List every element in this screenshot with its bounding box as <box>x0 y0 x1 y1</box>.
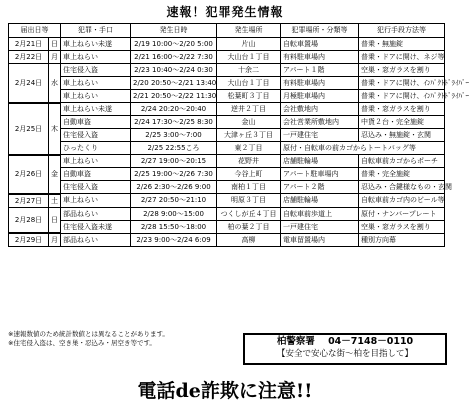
cell-crime: 部品ねらい <box>61 233 131 247</box>
fraud-warning-banner: 電話de詐欺に注意!! <box>137 380 313 402</box>
cell-place: 東２丁目 <box>217 142 281 155</box>
cell-time: 2/25 22:55ころ <box>131 142 217 155</box>
table-header-row <box>9 24 445 38</box>
cell-method: 自転車前カゴ内のビール等 <box>359 194 445 208</box>
cell-weekday: 月 <box>49 51 61 64</box>
cell-category: 一戸建住宅 <box>281 129 359 142</box>
cell-method: 普乗・完全施錠 <box>359 168 445 181</box>
cell-date: 2月27日 <box>9 194 49 208</box>
cell-method: 普乗・ドアに開け、ｲﾝﾊﾟｸﾄﾄﾞﾗｲﾊﾞｰ <box>359 77 445 90</box>
footnotes <box>8 330 169 348</box>
cell-place: 花野井 <box>217 155 281 168</box>
cell-crime: 部品ねらい <box>61 207 131 220</box>
cell-place: 松葉町３丁目 <box>217 90 281 103</box>
cell-category: 一戸建住宅 <box>281 220 359 233</box>
police-slogan: 【安全で安心な街～柏を目指して】 <box>276 349 413 359</box>
police-phone: 04－7148－0110 <box>328 336 414 347</box>
cell-place: 逆井２丁目 <box>217 103 281 116</box>
cell-crime: 住宅侵入盗 <box>61 129 131 142</box>
table-row <box>9 142 445 155</box>
cell-time: 2/21 20:50～2/22 11:30 <box>131 90 217 103</box>
cell-weekday: 水 <box>49 64 61 103</box>
cell-category: 自転車置場 <box>281 38 359 51</box>
cell-place: つくしが丘４丁目 <box>217 207 281 220</box>
cell-place: 大山台１丁目 <box>217 77 281 90</box>
cell-place: 高柳 <box>217 233 281 247</box>
table-row <box>9 129 445 142</box>
cell-crime: 住宅侵入盗 <box>61 64 131 77</box>
cell-place: 南柏１丁目 <box>217 181 281 194</box>
cell-time: 2/25 19:00～2/26 7:30 <box>131 168 217 181</box>
cell-category: アパート２階 <box>281 181 359 194</box>
cell-crime: 車上ねらい <box>61 155 131 168</box>
cell-time: 2/28 15:50～18:00 <box>131 220 217 233</box>
cell-place: 大津ヶ丘３丁目 <box>217 129 281 142</box>
table-row <box>9 168 445 181</box>
cell-time: 2/23 9:00～2/24 6:09 <box>131 233 217 247</box>
cell-crime: 住宅侵入盗 <box>61 181 131 194</box>
cell-method: 普乗・ドアに開け、ｲﾝﾊﾟｸﾄﾄﾞﾗｲﾊﾞｰ <box>359 90 445 103</box>
cell-category: 電車留置場内 <box>281 233 359 247</box>
cell-crime: 車上ねらい未遂 <box>61 38 131 51</box>
cell-time: 2/24 20:20～20:40 <box>131 103 217 116</box>
cell-method: 普乗・ドアに開け、ネジ等 <box>359 51 445 64</box>
cell-crime: 車上ねらい <box>61 90 131 103</box>
cell-crime: 自動車盗 <box>61 168 131 181</box>
cell-method: 空巣・窓ガラスを割り <box>359 220 445 233</box>
cell-method: 原付・ナンバープレート <box>359 207 445 220</box>
table-row <box>9 181 445 194</box>
table-row <box>9 194 445 208</box>
table-row <box>9 77 445 90</box>
table-row <box>9 155 445 168</box>
cell-weekday: 金 <box>49 155 61 194</box>
cell-category: アパート駐車場内 <box>281 168 359 181</box>
cell-place: 今谷上町 <box>217 168 281 181</box>
table-row <box>9 207 445 220</box>
cell-category: 会社営業所敷地内 <box>281 116 359 129</box>
cell-time: 2/23 10:40～2/24 0:30 <box>131 64 217 77</box>
cell-method: 普乗・窓ガラスを割り <box>359 103 445 116</box>
cell-date: 2月25日 <box>9 103 49 155</box>
header-crime: 犯罪・手口 <box>61 24 131 38</box>
cell-method: 自転車前カゴからポーチ <box>359 155 445 168</box>
cell-crime: 車上ねらい <box>61 194 131 208</box>
cell-category: アパート１階 <box>281 64 359 77</box>
police-name: 柏警察署 <box>276 336 315 347</box>
header-category: 犯罪場所・分類等 <box>281 24 359 38</box>
cell-time: 2/28 9:00～15:00 <box>131 207 217 220</box>
cell-crime: ひったくり <box>61 142 131 155</box>
cell-category: 有料駐車場内 <box>281 51 359 64</box>
crime-table <box>8 23 469 247</box>
cell-date: 2月29日 <box>9 233 49 247</box>
cell-crime: 車上ねらい未遂 <box>61 103 131 116</box>
table-row <box>9 116 445 129</box>
header-time: 発生日時 <box>131 24 217 38</box>
cell-time: 2/21 16:00～2/22 7:30 <box>131 51 217 64</box>
table-row <box>9 220 445 233</box>
header-date: 届出日等 <box>9 24 61 38</box>
cell-crime: 自動車盗 <box>61 116 131 129</box>
table-body <box>9 38 469 247</box>
cell-time: 2/20 20:50～2/21 13:40 <box>131 77 217 90</box>
cell-category: 店舗駐輪場 <box>281 194 359 208</box>
cell-weekday: 木 <box>49 103 61 155</box>
cell-category: 店舗駐輪場 <box>281 155 359 168</box>
cell-crime: 住宅侵入盗未遂 <box>61 220 131 233</box>
footnote: ※速報数値のため統計数値とは異なることがあります。 <box>8 330 169 338</box>
cell-weekday: 月 <box>49 233 61 247</box>
cell-time: 2/25 3:00～7:00 <box>131 129 217 142</box>
cell-place: 明原３丁目 <box>217 194 281 208</box>
police-line <box>245 335 445 348</box>
cell-weekday: 日 <box>49 207 61 233</box>
cell-date: 2月21日 <box>9 38 49 51</box>
cell-place: 片山 <box>217 38 281 51</box>
cell-method: 忍込み・合鍵様なもの・玄関 <box>359 181 445 194</box>
cell-category: 月極駐車場内 <box>281 90 359 103</box>
cell-time: 2/26 2:30～2/26 9:00 <box>131 181 217 194</box>
cell-date: 2月26日 <box>9 155 49 194</box>
cell-time: 2/24 17:30～2/25 8:30 <box>131 116 217 129</box>
cell-place: 金山 <box>217 116 281 129</box>
page-title: 速報！犯罪発生情報 <box>166 5 284 19</box>
cell-date: 2月28日 <box>9 207 49 233</box>
table-row <box>9 103 445 116</box>
cell-method: 普乗・無施錠 <box>359 38 445 51</box>
cell-category: 会社敷地内 <box>281 103 359 116</box>
cell-time: 2/27 20:50～21:10 <box>131 194 217 208</box>
cell-place: 大山台１丁目 <box>217 51 281 64</box>
cell-place: 十余二 <box>217 64 281 77</box>
cell-method: 忍込み・無施錠・玄関 <box>359 129 445 142</box>
cell-crime: 車上ねらい <box>61 51 131 64</box>
cell-date: 2月22日 <box>9 51 49 64</box>
cell-method: 空巣・窓ガラスを割り <box>359 64 445 77</box>
cell-method: 種別方向幕 <box>359 233 445 247</box>
cell-category: 原付・自転車の前カゴからトートバッグ等 <box>281 142 445 155</box>
footnote: ※住宅侵入盗は、空き巣・忍込み・居空き等です。 <box>8 339 156 347</box>
cell-date: 2月24日 <box>9 64 49 103</box>
cell-category: 自転車前歩道上 <box>281 207 359 220</box>
cell-crime: 車上ねらい <box>61 77 131 90</box>
cell-method: 中貨２台・完全施錠 <box>359 116 445 129</box>
table-row <box>9 64 445 77</box>
cell-time: 2/19 10:00～2/20 5:00 <box>131 38 217 51</box>
header-place: 発生場所 <box>217 24 281 38</box>
table-row <box>9 51 445 64</box>
cell-time: 2/27 19:00～20:15 <box>131 155 217 168</box>
police-contact-box <box>243 333 447 365</box>
cell-place: 柏の葉２丁目 <box>217 220 281 233</box>
cell-weekday: 土 <box>49 194 61 208</box>
table-row <box>9 233 445 247</box>
table-row <box>9 90 445 103</box>
table-row <box>9 38 445 51</box>
header-method: 犯行手段方法等 <box>359 24 445 38</box>
cell-weekday: 日 <box>49 38 61 51</box>
cell-category: 有料駐車場内 <box>281 77 359 90</box>
